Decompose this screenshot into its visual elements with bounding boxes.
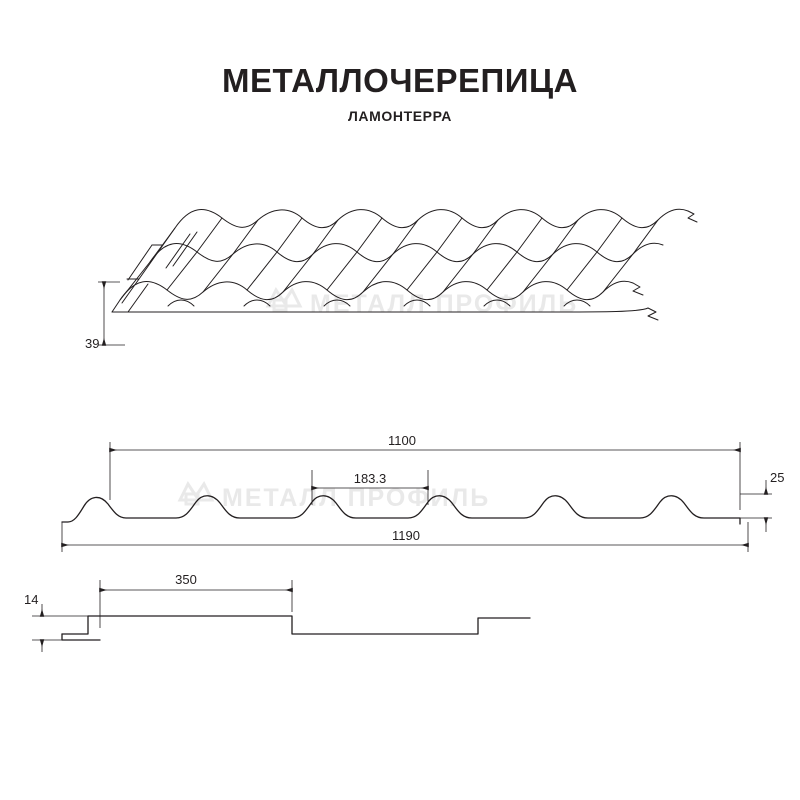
dimension-label-1100: 1100: [388, 433, 416, 448]
watermark-text: МЕТАЛЛ ПРОФИЛЬ: [222, 484, 491, 512]
dimension-label-39: 39: [85, 336, 100, 351]
dimension-height-39: [98, 282, 125, 345]
watermark-top: [268, 290, 578, 318]
dimension-label-1190: 1190: [392, 528, 420, 543]
dimension-label-350: 350: [175, 572, 197, 587]
dimension-height-14: [32, 604, 90, 652]
dimension-label-25: 25: [770, 470, 785, 485]
dimension-label-14: 14: [24, 592, 39, 607]
dimension-step-350: [100, 580, 292, 628]
page-subtitle: ЛАМОНТЕРРА: [347, 108, 453, 124]
page-title: МЕТАЛЛОЧЕРЕПИЦА: [222, 62, 578, 99]
side-section-view: [62, 616, 530, 640]
dimension-label-183: 183.3: [353, 471, 387, 486]
watermark-text: МЕТАЛЛ ПРОФИЛЬ: [310, 290, 579, 318]
dimension-height-25: [740, 480, 772, 532]
